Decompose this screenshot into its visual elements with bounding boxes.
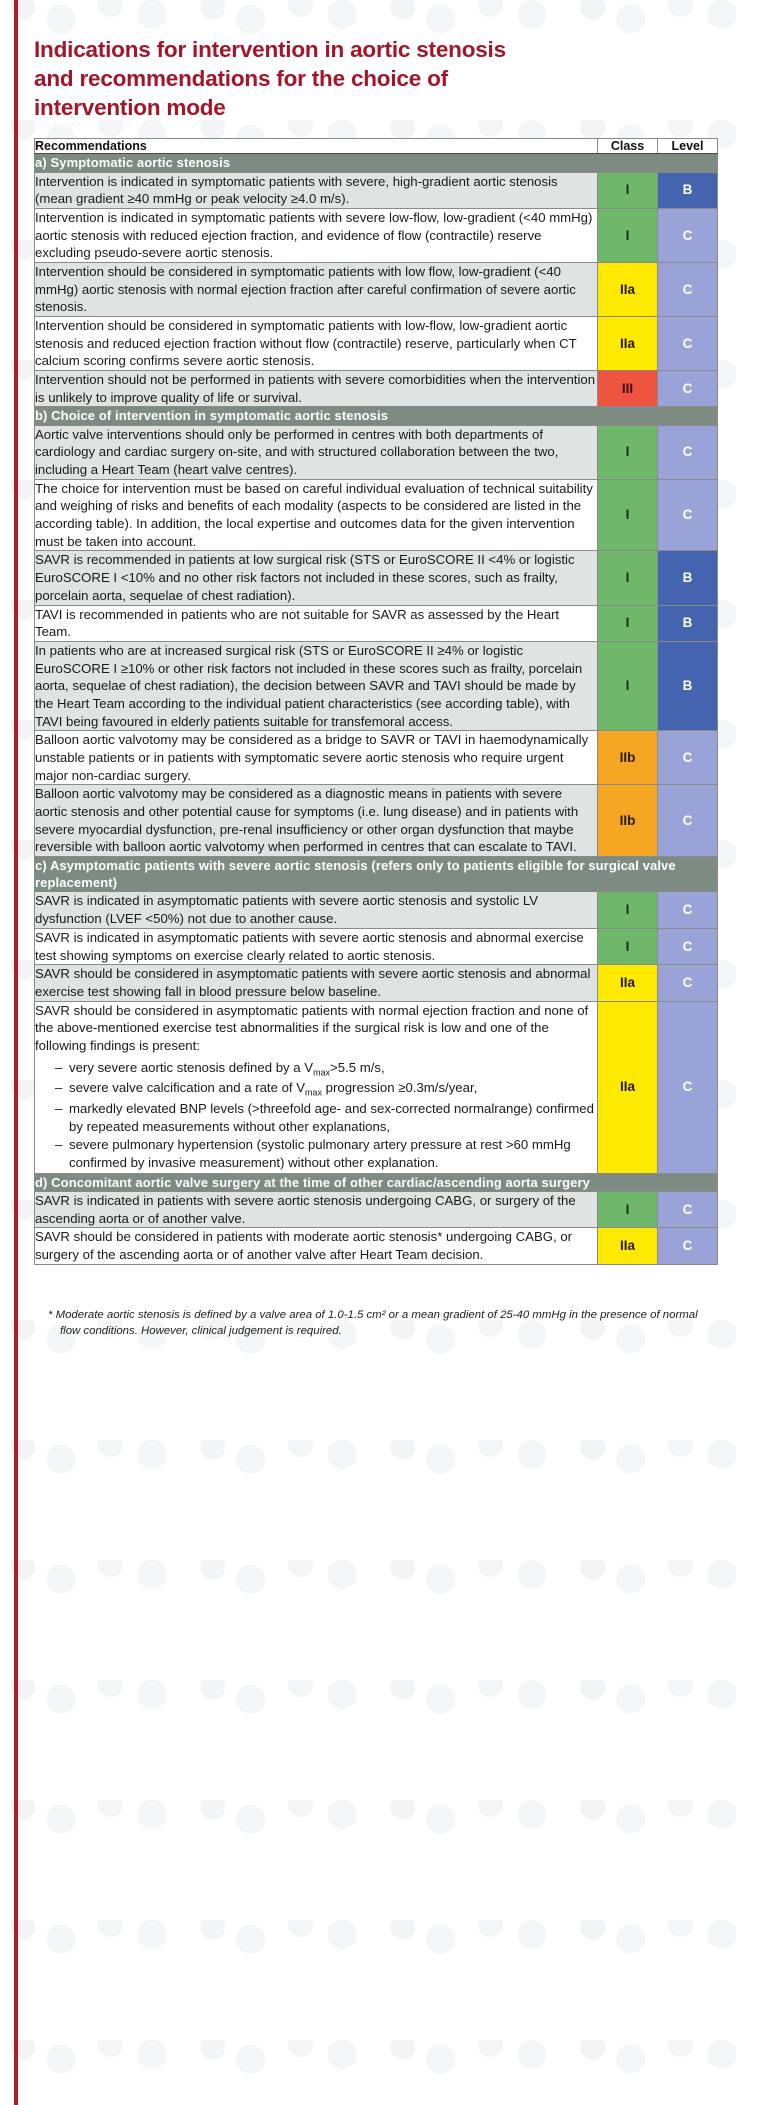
table-row <box>35 317 718 371</box>
table-row <box>35 1191 718 1227</box>
section-heading-row-d <box>35 1173 718 1191</box>
class-badge: I <box>598 172 658 208</box>
level-badge: C <box>658 1191 718 1227</box>
table-footnote: * Moderate aortic stenosis is defined by a valve area of 1.0-1.5 cm² or a mean gradient of 25-40 mmHg in the presence of normal flow conditions. However, clinical judgement is required. <box>48 1308 698 1338</box>
level-badge: C <box>658 1228 718 1264</box>
level-badge: C <box>658 892 718 928</box>
class-badge: I <box>598 551 658 605</box>
recommendation-text: SAVR should be considered in asymptomatic patients with severe aortic stenosis and abnormal exercise test showing fall in blood pressure below baseline. <box>35 965 598 1001</box>
table-row <box>35 262 718 316</box>
recommendation-text: Aortic valve interventions should only be performed in centres with both departments of cardiology and cardiac surgery on-site, and with structured collaboration between the two, including a Heart Team (heart valve centres). <box>35 425 598 479</box>
recommendation-bullet-list <box>35 1059 597 1172</box>
recommendation-text <box>35 1001 598 1173</box>
table-row <box>35 479 718 551</box>
class-badge: IIa <box>598 262 658 316</box>
class-badge: I <box>598 605 658 641</box>
class-badge: I <box>598 641 658 730</box>
recommendation-text: SAVR should be considered in patients with moderate aortic stenosis* undergoing CABG, or surgery of the ascending aorta or of another valve after Heart Team decision. <box>35 1228 598 1264</box>
class-badge: IIb <box>598 731 658 785</box>
table-header-row <box>35 139 718 154</box>
level-badge: C <box>658 371 718 407</box>
level-badge: C <box>658 479 718 551</box>
recommendation-text: TAVI is recommended in patients who are not suitable for SAVR as assessed by the Heart Team. <box>35 605 598 641</box>
section-heading-c: c) Asymptomatic patients with severe aortic stenosis (refers only to patients eligible for surgical valve replacement) <box>35 857 718 892</box>
class-badge: IIb <box>598 785 658 857</box>
class-badge: III <box>598 371 658 407</box>
class-badge: I <box>598 479 658 551</box>
table-row <box>35 965 718 1001</box>
section-heading-row-c <box>35 857 718 892</box>
table-row <box>35 892 718 928</box>
table-row <box>35 208 718 262</box>
recommendation-text: SAVR is indicated in asymptomatic patients with severe aortic stenosis and systolic LV dysfunction (LVEF <50%) not due to another cause. <box>35 892 598 928</box>
recommendation-text: Intervention should be considered in symptomatic patients with low flow, low-gradient (<40 mmHg) aortic stenosis with normal ejection fraction after careful confirmation of severe aortic stenosis. <box>35 262 598 316</box>
level-badge: B <box>658 551 718 605</box>
table-row <box>35 641 718 730</box>
class-badge: I <box>598 928 658 964</box>
class-badge: I <box>598 892 658 928</box>
section-heading-b: b) Choice of intervention in symptomatic aortic stenosis <box>35 407 718 425</box>
list-item: – markedly elevated BNP levels (>threefold age- and sex-corrected normalrange) confirmed by repeated measurements without other explanations, <box>55 1100 597 1135</box>
recommendation-text: The choice for intervention must be based on careful individual evaluation of technical suitability and weighing of risks and benefits of each modality (aspects to be considered are listed in the according table). In addition, the local expertise and outcomes data for the given intervention must be taken into account. <box>35 479 598 551</box>
section-heading-row-b <box>35 407 718 425</box>
table-row <box>35 731 718 785</box>
class-badge: IIa <box>598 1001 658 1173</box>
level-badge: C <box>658 317 718 371</box>
list-item: – very severe aortic stenosis defined by a $V_{max}>5.5$ m/s, <box>55 1059 597 1079</box>
recommendation-lead: SAVR should be considered in asymptomatic patients with normal ejection fraction and none of the above-mentioned exercise test abnormalities if the surgical risk is low and one of the following findings is present: <box>35 1002 589 1053</box>
column-header-class: Class <box>598 139 658 154</box>
class-badge: IIa <box>598 1228 658 1264</box>
table-row <box>35 785 718 857</box>
level-badge: C <box>658 425 718 479</box>
recommendation-text: In patients who are at increased surgical risk (STS or EuroSCORE II ≥4% or logistic EuroSCORE I ≥10% or other risk factors not included in these scores such as frailty, porcelain aorta, sequelae of chest radiation), the decision between SAVR and TAVI should be made by the Heart Team according to the individual patient characteristics (see according table), with TAVI being favoured in elderly patients suitable for transfemoral access. <box>35 641 598 730</box>
class-badge: I <box>598 208 658 262</box>
level-badge: C <box>658 262 718 316</box>
table-row <box>35 371 718 407</box>
table-row <box>35 551 718 605</box>
recommendation-text: Intervention should be considered in symptomatic patients with low-flow, low-gradient aortic stenosis and reduced ejection fraction without flow (contractile) reserve, particularly when CT calcium scoring confirms severe aortic stenosis. <box>35 317 598 371</box>
level-badge: B <box>658 172 718 208</box>
recommendations-table <box>34 138 718 1264</box>
level-badge: C <box>658 731 718 785</box>
class-badge: I <box>598 425 658 479</box>
table-row <box>35 928 718 964</box>
recommendation-text: Intervention is indicated in symptomatic patients with severe low-flow, low-gradient (<40 mmHg) aortic stenosis with reduced ejection fraction, and evidence of flow (contractile) reserve excluding pseudo-severe aortic stenosis. <box>35 208 598 262</box>
level-badge: C <box>658 208 718 262</box>
level-badge: B <box>658 641 718 730</box>
level-badge: C <box>658 785 718 857</box>
class-badge: I <box>598 1191 658 1227</box>
recommendation-text: SAVR is indicated in patients with severe aortic stenosis undergoing CABG, or surgery of the ascending aorta or of another valve. <box>35 1191 598 1227</box>
section-heading-d: d) Concomitant aortic valve surgery at the time of other cardiac/ascending aorta surgery <box>35 1173 718 1191</box>
class-badge: IIa <box>598 965 658 1001</box>
table-header <box>35 139 718 154</box>
table-body <box>35 154 718 1264</box>
table-row <box>35 605 718 641</box>
table-row <box>35 172 718 208</box>
table-row <box>35 1001 718 1173</box>
class-badge: IIa <box>598 317 658 371</box>
section-heading-row-a <box>35 154 718 172</box>
recommendation-text: Balloon aortic valvotomy may be considered as a diagnostic means in patients with severe aortic stenosis and other potential cause for symptoms (i.e. lung disease) and in patients with severe myocardial dysfunction, pre-renal insufficiency or other organ dysfunction that maybe reversible with balloon aortic valvotomy when performed in centres that can escalate to TAVI. <box>35 785 598 857</box>
column-header-level: Level <box>658 139 718 154</box>
recommendation-text: SAVR is indicated in asymptomatic patients with severe aortic stenosis and abnormal exercise test showing symptoms on exercise clearly related to aortic stenosis. <box>35 928 598 964</box>
level-badge: C <box>658 965 718 1001</box>
list-item: – severe valve calcification and a rate of $V_{max}$ progression ≥0.3m/s/year, <box>55 1079 597 1099</box>
page-title: Indications for intervention in aortic stenosis and recommendations for the choice of intervention mode <box>34 37 506 120</box>
level-badge: C <box>658 1001 718 1173</box>
column-header-recommendations: Recommendations <box>35 139 598 154</box>
list-item: – severe pulmonary hypertension (systolic pulmonary artery pressure at rest >60 mmHg confirmed by invasive measurement) without other explanation. <box>55 1136 597 1171</box>
level-badge: B <box>658 605 718 641</box>
table-row <box>35 1228 718 1264</box>
level-badge: C <box>658 928 718 964</box>
table-row <box>35 425 718 479</box>
section-heading-a: a) Symptomatic aortic stenosis <box>35 154 718 172</box>
recommendation-text: Intervention is indicated in symptomatic patients with severe, high-gradient aortic stenosis (mean gradient ≥40 mmHg or peak velocity ≥4.0 m/s). <box>35 172 598 208</box>
recommendation-text: Balloon aortic valvotomy may be considered as a bridge to SAVR or TAVI in haemodynamically unstable patients or in patients with symptomatic severe aortic stenosis who require urgent major non-cardiac surgery. <box>35 731 598 785</box>
recommendation-text: SAVR is recommended in patients at low surgical risk (STS or EuroSCORE II <4% or logistic EuroSCORE I <10% and no other risk factors not included in these scores, such as frailty, porcelain aorta, sequelae of chest radiation). <box>35 551 598 605</box>
recommendation-text: Intervention should not be performed in patients with severe comorbidities when the intervention is unlikely to improve quality of life or survival. <box>35 371 598 407</box>
